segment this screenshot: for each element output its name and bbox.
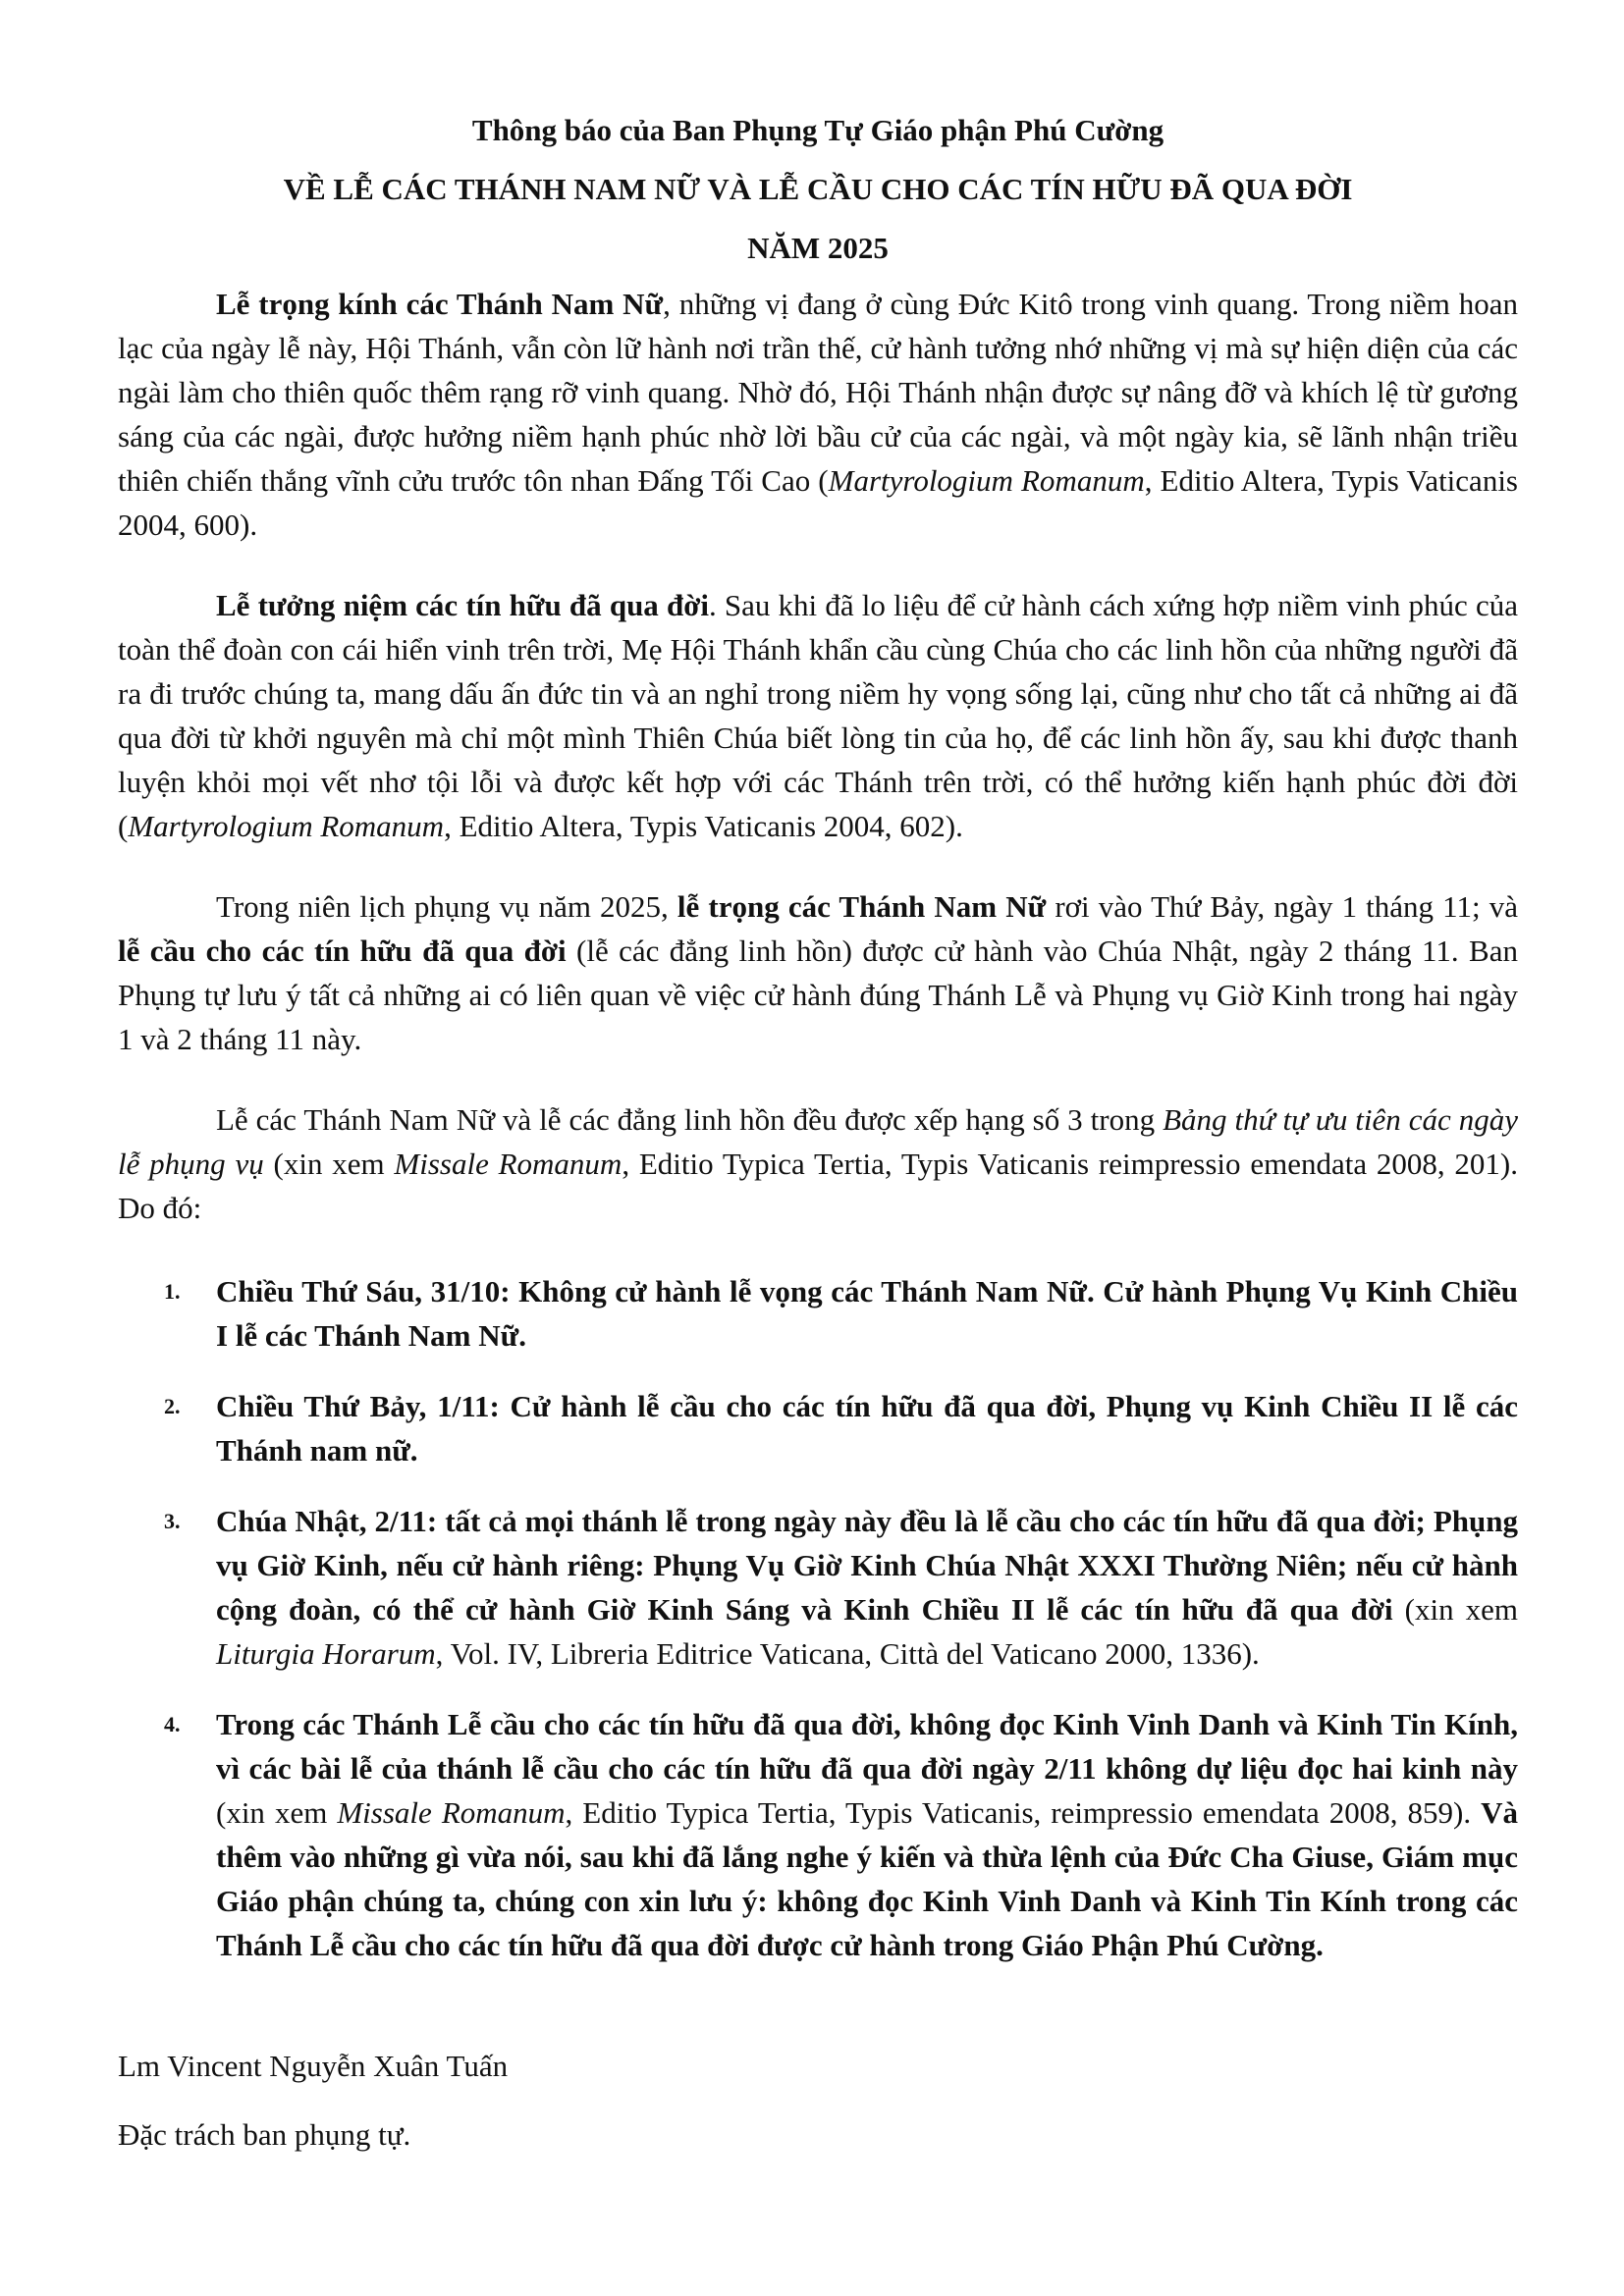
- p1-text: , những vị đang ở cùng Đức Kitô trong vinh quang. Trong niềm hoan lạc của ngày lễ này, Hội Thánh, vẫn còn lữ hành nơi trần thế, cử hành tưởng nhớ những vị mà sự hiện diện của các ngài làm cho thiên quốc thêm rạng rỡ vinh quang. Nhờ đó, Hội Thánh nhận được sự nâng đỡ và khích lệ từ gương sáng của các ngài, được hưởng niềm hạnh phúc nhờ lời bầu cử của các ngài, và một ngày kia, sẽ lãnh nhận triều thiên chiến thắng vĩnh cửu trước tôn nhan Đấng Tối Cao (: [118, 287, 1518, 498]
- signature-name: Lm Vincent Nguyễn Xuân Tuấn: [118, 2049, 509, 2083]
- list-number: 4.: [164, 1712, 181, 1736]
- document-title: VỀ LỄ CÁC THÁNH NAM NỮ VÀ LỄ CẦU CHO CÁC TÍN HỮU ĐÃ QUA ĐỜI: [283, 172, 1353, 206]
- p1-italic: Martyrologium Romanum: [828, 463, 1145, 498]
- paragraph-ranking: [118, 1097, 1518, 1230]
- paragraph-all-souls: [118, 583, 1518, 848]
- item-4-bold-2: Và thêm vào những gì vừa nói, sau khi đã lắng nghe ý kiến và thừa lệnh của Đức Cha Giuse, Giám mục Giáo phận chúng ta, chúng con xin lưu ý: không đọc Kinh Vinh Danh và Kinh Tin Kính trong các Thánh Lễ cầu cho các tín hữu đã qua đời được cử hành trong Giáo Phận Phú Cường.: [216, 1795, 1518, 1962]
- p2-tail: , Editio Altera, Typis Vaticanis 2004, 602).: [444, 809, 963, 843]
- p3-bold-2: lễ cầu cho các tín hữu đã qua đời: [118, 934, 567, 968]
- p2-italic: Martyrologium Romanum: [128, 809, 445, 843]
- list-item: [118, 1702, 1518, 1967]
- item-3-bold: Chúa Nhật, 2/11: tất cả mọi thánh lễ trong ngày này đều là lễ cầu cho các tín hữu đã qua đời; Phụng vụ Giờ Kinh, nếu cử hành riêng: Phụng Vụ Giờ Kinh Chúa Nhật XXXI Thường Niên; nếu cử hành cộng đoàn, có thể cử hành Giờ Kinh Sáng và Kinh Chiều II lễ các tín hữu đã qua đời: [216, 1504, 1518, 1627]
- item-1-bold: Chiều Thứ Sáu, 31/10: Không cử hành lễ vọng các Thánh Nam Nữ. Cử hành Phụng Vụ Kinh Chiều I lễ các Thánh Nam Nữ.: [216, 1274, 1518, 1353]
- list-item: [118, 1499, 1518, 1676]
- signature-role: Đặc trách ban phụng tự.: [118, 2117, 411, 2152]
- instructions-list: [118, 1269, 1518, 1967]
- item-3-text-1: (xin xem: [1392, 1592, 1519, 1627]
- header-issuer: Thông báo của Ban Phụng Tự Giáo phận Phú Cường: [471, 113, 1164, 147]
- item-4-text-2: , Editio Typica Tertia, Typis Vaticanis, reimpressio emendata 2008, 859).: [565, 1795, 1482, 1830]
- document-page: [118, 108, 1518, 2157]
- item-4-italic: Missale Romanum: [337, 1795, 566, 1830]
- item-3-text-2: , Vol. IV, Libreria Editrice Vaticana, Città del Vaticano 2000, 1336).: [435, 1636, 1260, 1671]
- p1-bold: Lễ trọng kính các Thánh Nam Nữ: [216, 287, 664, 321]
- item-3-italic: Liturgia Horarum: [216, 1636, 436, 1671]
- paragraph-calendar-2025: [118, 884, 1518, 1061]
- item-4-bold-1: Trong các Thánh Lễ cầu cho các tín hữu đã qua đời, không đọc Kinh Vinh Danh và Kinh Tin Kính, vì các bài lễ của thánh lễ cầu cho các tín hữu đã qua đời ngày 2/11 không dự liệu đọc hai kinh này: [216, 1707, 1518, 1786]
- list-number: 2.: [164, 1394, 181, 1418]
- p4-italic-1: Bảng thứ tự ưu tiên các ngày lễ phụng vụ: [118, 1102, 1518, 1181]
- item-2-bold: Chiều Thứ Bảy, 1/11: Cử hành lễ cầu cho các tín hữu đã qua đời, Phụng vụ Kinh Chiều II lễ các Thánh nam nữ.: [216, 1389, 1518, 1468]
- item-4-text-1: (xin xem: [216, 1795, 338, 1830]
- list-number: 1.: [164, 1279, 181, 1304]
- p3-text-1: Trong niên lịch phụng vụ năm 2025,: [216, 889, 677, 924]
- p4-text-1: Lễ các Thánh Nam Nữ và lễ các đẳng linh hồn đều được xếp hạng số 3 trong: [216, 1102, 1164, 1137]
- p3-text-2: rơi vào Thứ Bảy, ngày 1 tháng 11; và: [1046, 889, 1518, 924]
- p1-tail: , Editio Altera, Typis Vaticanis 2004, 600).: [118, 463, 1518, 542]
- p3-bold-1: lễ trọng các Thánh Nam Nữ: [677, 889, 1047, 924]
- paragraph-all-saints: [118, 282, 1518, 547]
- list-item: [118, 1269, 1518, 1358]
- p4-text-3: , Editio Typica Tertia, Typis Vaticanis reimpressio emendata 2008, 201). Do đó:: [118, 1147, 1518, 1225]
- p2-text: . Sau khi đã lo liệu để cử hành cách xứng hợp niềm vinh phúc của toàn thể đoàn con cái hiển vinh trên trời, Mẹ Hội Thánh khẩn cầu cùng Chúa cho các linh hồn của những người đã ra đi trước chúng ta, mang dấu ấn đức tin và an nghỉ trong niềm hy vọng sống lại, cũng như cho tất cả những ai đã qua đời từ khởi nguyên mà chỉ một mình Thiên Chúa biết lòng tin của họ, để các linh hồn ấy, sau khi được thanh luyện khỏi mọi vết nhơ tội lỗi và được kết hợp với các Thánh trên trời, có thể hưởng kiến hạnh phúc đời đời (: [118, 588, 1518, 843]
- list-item: [118, 1384, 1518, 1472]
- list-number: 3.: [164, 1509, 181, 1533]
- p3-text-3: (lễ các đẳng linh hồn) được cử hành vào Chúa Nhật, ngày 2 tháng 11. Ban Phụng tự lưu ý tất cả những ai có liên quan về việc cử hành đúng Thánh Lễ và Phụng vụ Giờ Kinh trong hai ngày 1 và 2 tháng 11 này.: [118, 934, 1518, 1056]
- p2-bold: Lễ tưởng niệm các tín hữu đã qua đời: [216, 588, 709, 622]
- p4-italic-2: Missale Romanum: [394, 1147, 623, 1181]
- document-year: NĂM 2025: [747, 231, 889, 265]
- p4-text-2: (xin xem: [263, 1147, 395, 1181]
